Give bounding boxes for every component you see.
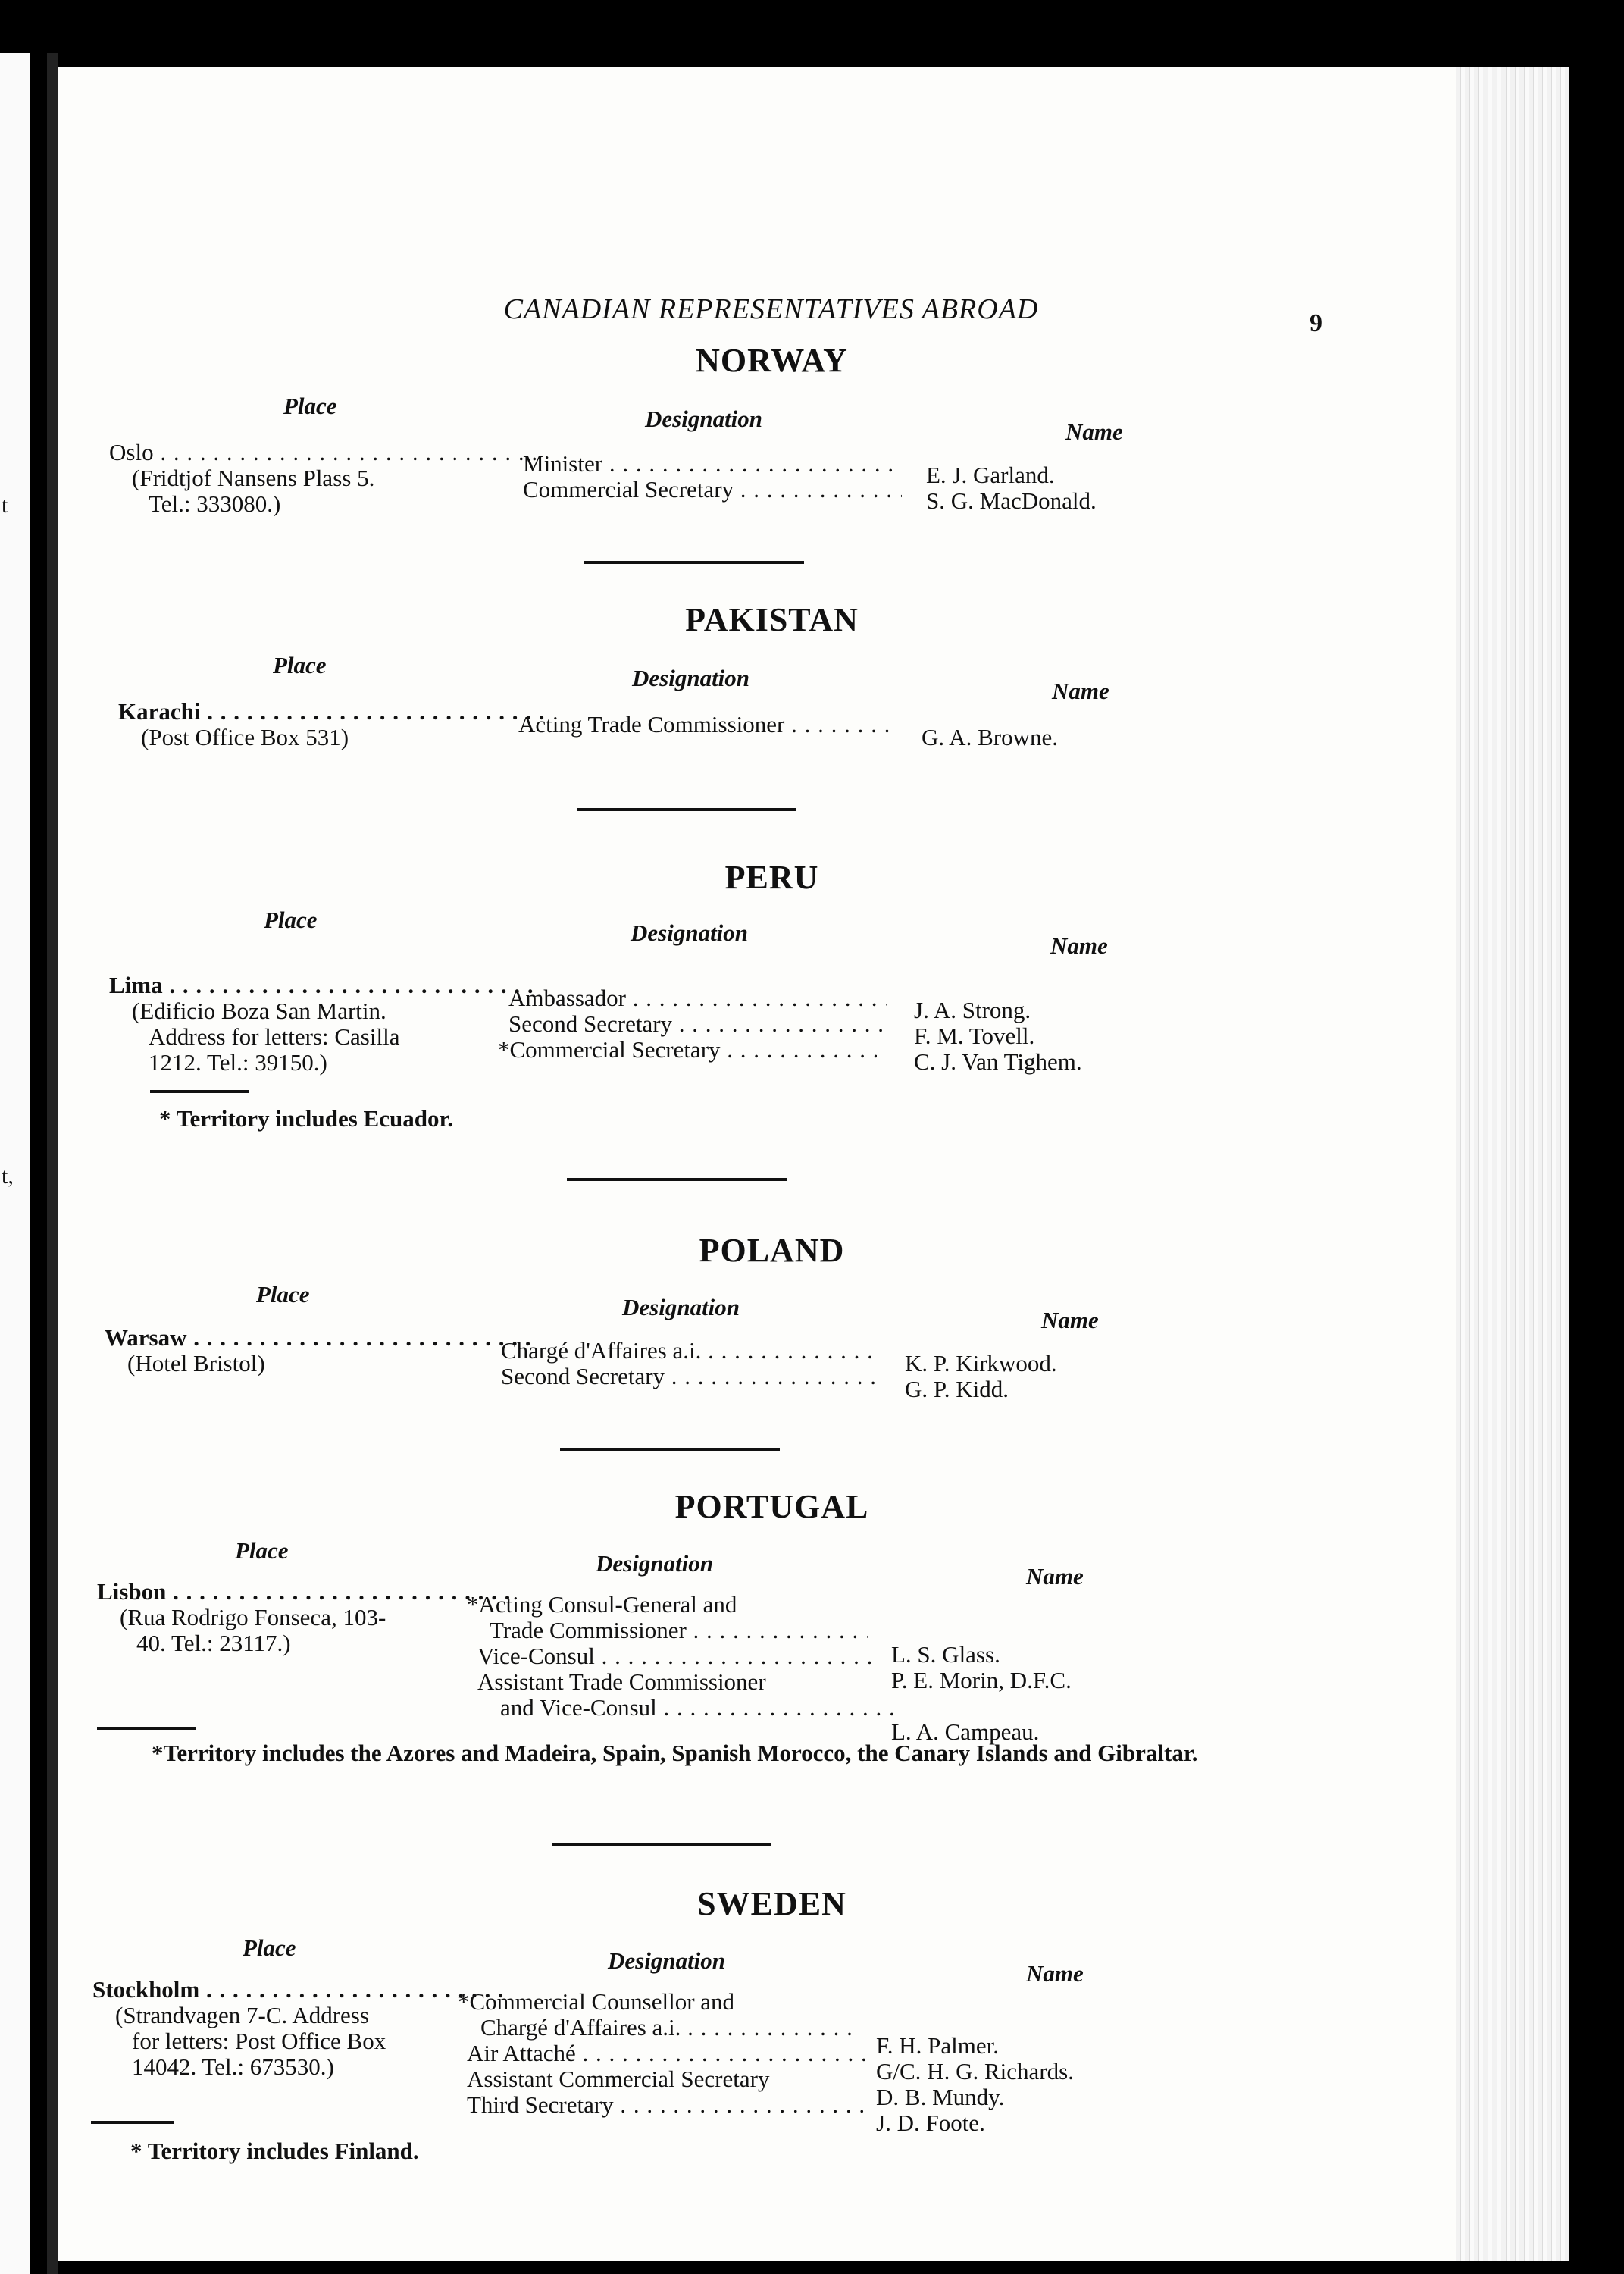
- name-cell: [926, 462, 1350, 514]
- country-heading: SWEDEN: [697, 1885, 846, 1922]
- place-name: Lisbon . . .: [97, 1579, 510, 1605]
- name-header: Name: [1050, 932, 1108, 959]
- place-name: Stockholm . . .: [92, 1977, 502, 2003]
- place-cell: [105, 1325, 537, 1377]
- person-name: G. P. Kidd.: [905, 1376, 1009, 1402]
- person-name: F. M. Tovell.: [914, 1023, 1035, 1049]
- name-cell: [914, 998, 1338, 1075]
- person-name: L. S. Glass.: [891, 1641, 1000, 1668]
- designation-cell: [501, 1338, 948, 1389]
- footnote: * Territory includes Ecuador.: [159, 1105, 454, 1132]
- name-header: Name: [1041, 1307, 1099, 1333]
- person-name: G/C. H. G. Richards.: [876, 2058, 1074, 2084]
- country-heading: PERU: [724, 859, 819, 896]
- designation-cell: [458, 1989, 905, 2118]
- person-name: P. E. Morin, D.F.C.: [891, 1667, 1072, 1693]
- designation: Minister . . .: [523, 451, 902, 477]
- place-cell: [97, 1579, 529, 1656]
- country-heading: PORTUGAL: [674, 1488, 869, 1525]
- designation-header: Designation: [608, 1947, 726, 1974]
- section-divider: [567, 1178, 787, 1181]
- place-address: for letters: Post Office Box: [132, 2028, 386, 2054]
- footnote-rule: [91, 2121, 174, 2124]
- designation-cell: [498, 985, 956, 1063]
- designation: and Vice-Consul . . .: [500, 1695, 894, 1721]
- designation-header: Designation: [645, 406, 763, 432]
- designation: *Commercial Secretary . . .: [498, 1037, 877, 1063]
- person-name: F. H. Palmer.: [876, 2032, 999, 2059]
- designation-header: Designation: [631, 919, 749, 946]
- designation: Air Attaché . . .: [467, 2041, 868, 2066]
- designation: Chargé d'Affaires a.i. . . .: [480, 2015, 859, 2041]
- place-name: Lima . . .: [109, 973, 537, 998]
- place-header: Place: [243, 1934, 296, 1961]
- person-name: K. P. Kirkwood.: [905, 1350, 1057, 1377]
- designation: *Acting Consul-General and: [467, 1591, 737, 1618]
- designation: Commercial Secretary . . .: [523, 477, 902, 503]
- name-cell: [891, 1642, 1316, 1745]
- place-address: (Fridtjof Nansens Plass 5.: [132, 465, 375, 491]
- section-divider: [552, 1843, 771, 1846]
- name-header: Name: [1052, 678, 1109, 704]
- designation: Trade Commissioner . . .: [490, 1618, 868, 1643]
- designation: Acting Trade Commissioner . . .: [518, 712, 897, 738]
- name-header: Name: [1026, 1960, 1084, 1987]
- place-header: Place: [235, 1537, 289, 1564]
- country-heading: POLAND: [699, 1232, 845, 1269]
- place-header: Place: [264, 907, 318, 933]
- footnote: *Territory includes the Azores and Madeira, Spain, Spanish Morocco, the Canary Islands and Gibraltar.: [152, 1740, 1198, 1766]
- place-name: Warsaw . . .: [105, 1325, 533, 1351]
- page-edge-shadow: [1456, 67, 1569, 2261]
- designation: Chargé d'Affaires a.i. . . .: [501, 1338, 880, 1364]
- place-address: 40. Tel.: 23117.): [136, 1630, 291, 1656]
- footnote-rule: [97, 1727, 196, 1730]
- designation: *Commercial Counsellor and: [458, 1988, 735, 2015]
- page-number: 9: [1310, 309, 1322, 337]
- person-name: D. B. Mundy.: [876, 2084, 1005, 2110]
- running-head: CANADIAN REPRESENTATIVES ABROAD: [503, 293, 1039, 325]
- margin-mark: t,: [2, 1164, 14, 1189]
- place-cell: [109, 440, 541, 517]
- place-name: Oslo . . .: [109, 440, 545, 465]
- place-address: (Post Office Box 531): [141, 724, 349, 750]
- place-address: 14042. Tel.: 673530.): [132, 2053, 334, 2080]
- section-divider: [560, 1448, 780, 1451]
- person-name: J. A. Strong.: [914, 997, 1031, 1023]
- section-divider: [577, 808, 796, 811]
- designation: Second Secretary . . .: [501, 1364, 880, 1389]
- place-address: (Strandvagen 7-C. Address: [115, 2002, 369, 2028]
- name-header: Name: [1026, 1563, 1084, 1590]
- place-address: 1212. Tel.: 39150.): [149, 1049, 327, 1076]
- designation: Second Secretary . . .: [508, 1011, 887, 1037]
- book-spine: [47, 53, 58, 2274]
- name-cell: [905, 1351, 1329, 1402]
- designation: Assistant Trade Commissioner: [477, 1668, 766, 1695]
- place-cell: [109, 973, 541, 1076]
- person-name: G. A. Browne.: [922, 724, 1058, 750]
- place-header: Place: [256, 1281, 310, 1308]
- place-name: Karachi . . .: [118, 699, 546, 725]
- person-name: C. J. Van Tighem.: [914, 1048, 1082, 1075]
- designation: Vice-Consul . . .: [477, 1643, 879, 1669]
- name-cell: [876, 2033, 1300, 2136]
- place-address: (Edificio Boza San Martin.: [132, 998, 386, 1024]
- place-address: Tel.: 333080.): [149, 490, 281, 517]
- footnote-rule: [150, 1090, 249, 1093]
- person-name: L. A. Campeau.: [891, 1718, 1040, 1745]
- footnote: * Territory includes Finland.: [130, 2138, 419, 2164]
- margin-mark: t: [2, 493, 8, 518]
- designation-header: Designation: [632, 665, 750, 691]
- place-address: Address for letters: Casilla: [149, 1023, 400, 1050]
- designation-header: Designation: [622, 1294, 740, 1320]
- designation: Ambassador . . .: [508, 985, 887, 1011]
- place-header: Place: [273, 652, 327, 678]
- designation-cell: [518, 712, 965, 738]
- name-cell: [922, 725, 1346, 750]
- person-name: J. D. Foote.: [876, 2110, 985, 2136]
- place-header: Place: [283, 393, 337, 419]
- place-cell: [118, 699, 550, 750]
- country-heading: NORWAY: [696, 342, 848, 379]
- person-name: E. J. Garland.: [926, 462, 1055, 488]
- designation: Third Secretary . . .: [467, 2092, 868, 2118]
- designation: Assistant Commercial Secretary: [467, 2066, 770, 2092]
- designation-cell: [467, 1592, 914, 1721]
- place-address: (Rua Rodrigo Fonseca, 103-: [120, 1604, 386, 1630]
- place-address: (Hotel Bristol): [127, 1350, 265, 1377]
- country-heading: PAKISTAN: [685, 601, 859, 638]
- name-header: Name: [1065, 418, 1123, 445]
- section-divider: [584, 561, 804, 564]
- designation-header: Designation: [596, 1550, 714, 1577]
- person-name: S. G. MacDonald.: [926, 487, 1097, 514]
- document-page: [58, 67, 1456, 2261]
- designation-cell: [523, 451, 970, 503]
